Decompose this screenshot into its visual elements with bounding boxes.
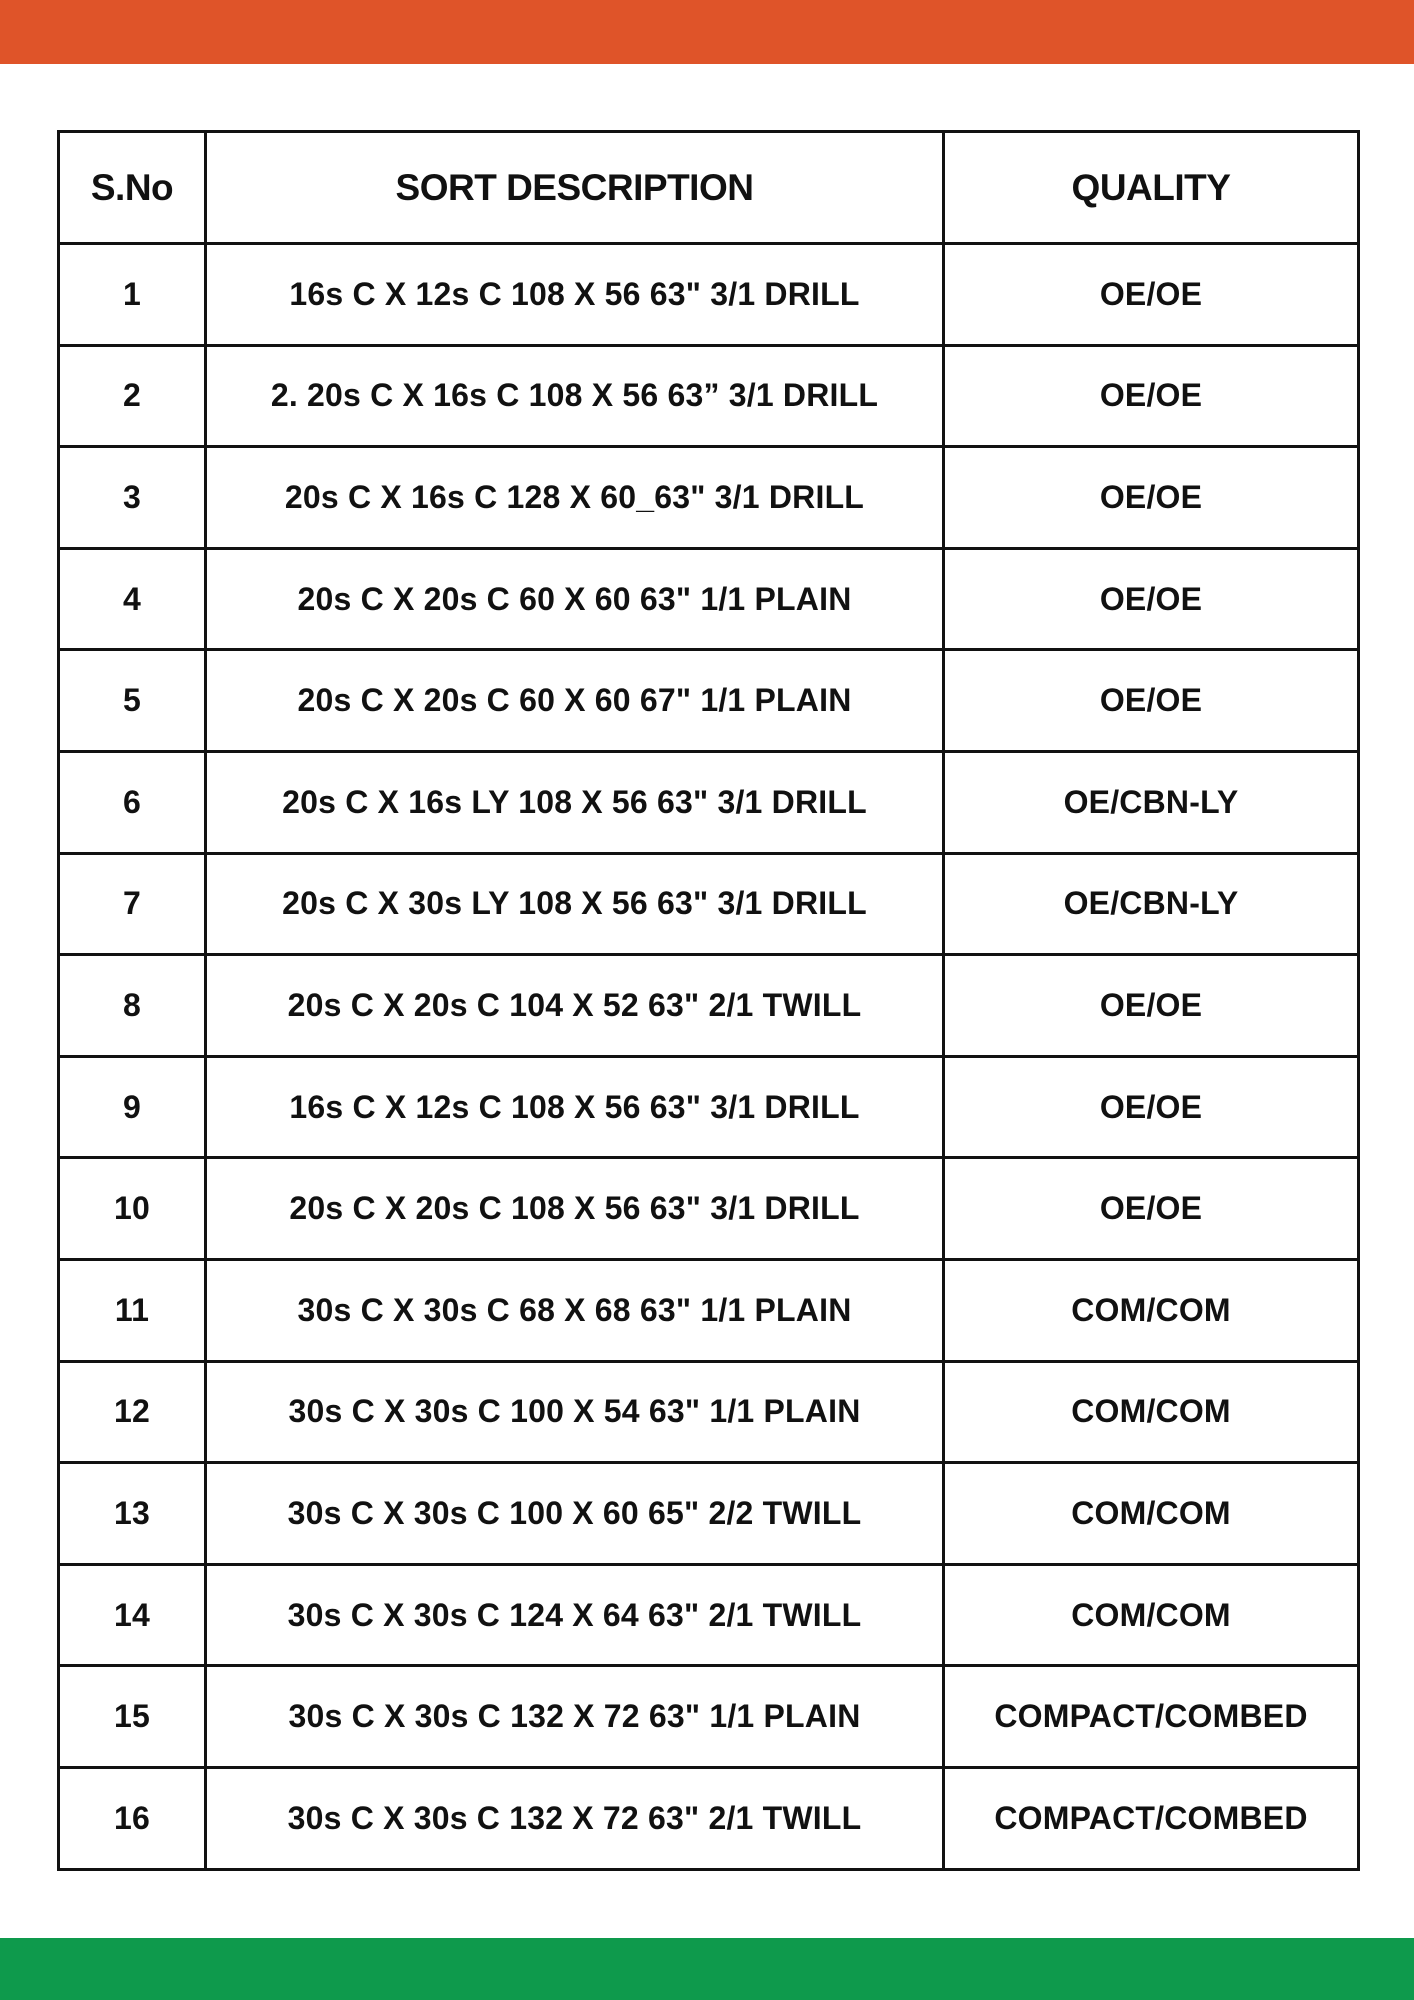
cell-sno: 11	[59, 1259, 206, 1361]
cell-quality: OE/OE	[944, 244, 1359, 346]
cell-sno: 7	[59, 853, 206, 955]
cell-sort-description: 16s C X 12s C 108 X 56 63" 3/1 DRILL	[206, 1056, 944, 1158]
table-row	[59, 751, 1359, 853]
header-sno: S.No	[59, 132, 206, 244]
cell-sort-description: 20s C X 16s LY 108 X 56 63" 3/1 DRILL	[206, 751, 944, 853]
cell-sno: 16	[59, 1767, 206, 1869]
table-header-row	[59, 132, 1359, 244]
bottom-color-band	[0, 1938, 1414, 2000]
cell-sno: 9	[59, 1056, 206, 1158]
cell-quality: OE/CBN-LY	[944, 853, 1359, 955]
cell-sort-description: 20s C X 20s C 60 X 60 63" 1/1 PLAIN	[206, 548, 944, 650]
cell-sno: 13	[59, 1463, 206, 1565]
cell-sno: 1	[59, 244, 206, 346]
table-row	[59, 447, 1359, 549]
cell-quality: OE/OE	[944, 548, 1359, 650]
cell-sort-description: 30s C X 30s C 132 X 72 63" 1/1 PLAIN	[206, 1666, 944, 1768]
table-row	[59, 650, 1359, 752]
table-row	[59, 548, 1359, 650]
top-color-band	[0, 0, 1414, 64]
header-sort-description: SORT DESCRIPTION	[206, 132, 944, 244]
table-body	[59, 244, 1359, 1870]
cell-sort-description: 30s C X 30s C 132 X 72 63" 2/1 TWILL	[206, 1767, 944, 1869]
header-quality: QUALITY	[944, 132, 1359, 244]
cell-quality: OE/OE	[944, 345, 1359, 447]
table-row	[59, 1564, 1359, 1666]
cell-quality: COM/COM	[944, 1564, 1359, 1666]
cell-sno: 8	[59, 955, 206, 1057]
cell-quality: OE/OE	[944, 1056, 1359, 1158]
cell-sort-description: 20s C X 16s C 128 X 60_63" 3/1 DRILL	[206, 447, 944, 549]
sort-table-container	[57, 130, 1357, 1871]
cell-quality: OE/OE	[944, 1158, 1359, 1260]
table-row	[59, 244, 1359, 346]
cell-sno: 12	[59, 1361, 206, 1463]
cell-quality: OE/OE	[944, 955, 1359, 1057]
cell-sno: 5	[59, 650, 206, 752]
cell-quality: COM/COM	[944, 1259, 1359, 1361]
cell-sno: 3	[59, 447, 206, 549]
cell-sort-description: 2. 20s C X 16s C 108 X 56 63” 3/1 DRILL	[206, 345, 944, 447]
table-row	[59, 1056, 1359, 1158]
table-row	[59, 345, 1359, 447]
cell-sort-description: 30s C X 30s C 124 X 64 63" 2/1 TWILL	[206, 1564, 944, 1666]
sort-table	[57, 130, 1360, 1871]
cell-sort-description: 16s C X 12s C 108 X 56 63" 3/1 DRILL	[206, 244, 944, 346]
cell-quality: COM/COM	[944, 1361, 1359, 1463]
cell-quality: OE/CBN-LY	[944, 751, 1359, 853]
cell-sort-description: 20s C X 20s C 60 X 60 67" 1/1 PLAIN	[206, 650, 944, 752]
cell-quality: COMPACT/COMBED	[944, 1666, 1359, 1768]
cell-sort-description: 30s C X 30s C 100 X 54 63" 1/1 PLAIN	[206, 1361, 944, 1463]
table-row	[59, 1361, 1359, 1463]
cell-sort-description: 30s C X 30s C 100 X 60 65" 2/2 TWILL	[206, 1463, 944, 1565]
table-row	[59, 1666, 1359, 1768]
cell-sno: 4	[59, 548, 206, 650]
cell-sort-description: 20s C X 30s LY 108 X 56 63" 3/1 DRILL	[206, 853, 944, 955]
cell-sno: 2	[59, 345, 206, 447]
cell-sort-description: 20s C X 20s C 108 X 56 63" 3/1 DRILL	[206, 1158, 944, 1260]
table-row	[59, 1463, 1359, 1565]
table-row	[59, 1259, 1359, 1361]
cell-quality: OE/OE	[944, 650, 1359, 752]
cell-sno: 14	[59, 1564, 206, 1666]
cell-sno: 10	[59, 1158, 206, 1260]
cell-sort-description: 30s C X 30s C 68 X 68 63" 1/1 PLAIN	[206, 1259, 944, 1361]
cell-quality: COMPACT/COMBED	[944, 1767, 1359, 1869]
cell-sort-description: 20s C X 20s C 104 X 52 63" 2/1 TWILL	[206, 955, 944, 1057]
table-row	[59, 955, 1359, 1057]
cell-quality: COM/COM	[944, 1463, 1359, 1565]
cell-sno: 6	[59, 751, 206, 853]
table-row	[59, 853, 1359, 955]
cell-sno: 15	[59, 1666, 206, 1768]
table-row	[59, 1767, 1359, 1869]
table-row	[59, 1158, 1359, 1260]
cell-quality: OE/OE	[944, 447, 1359, 549]
